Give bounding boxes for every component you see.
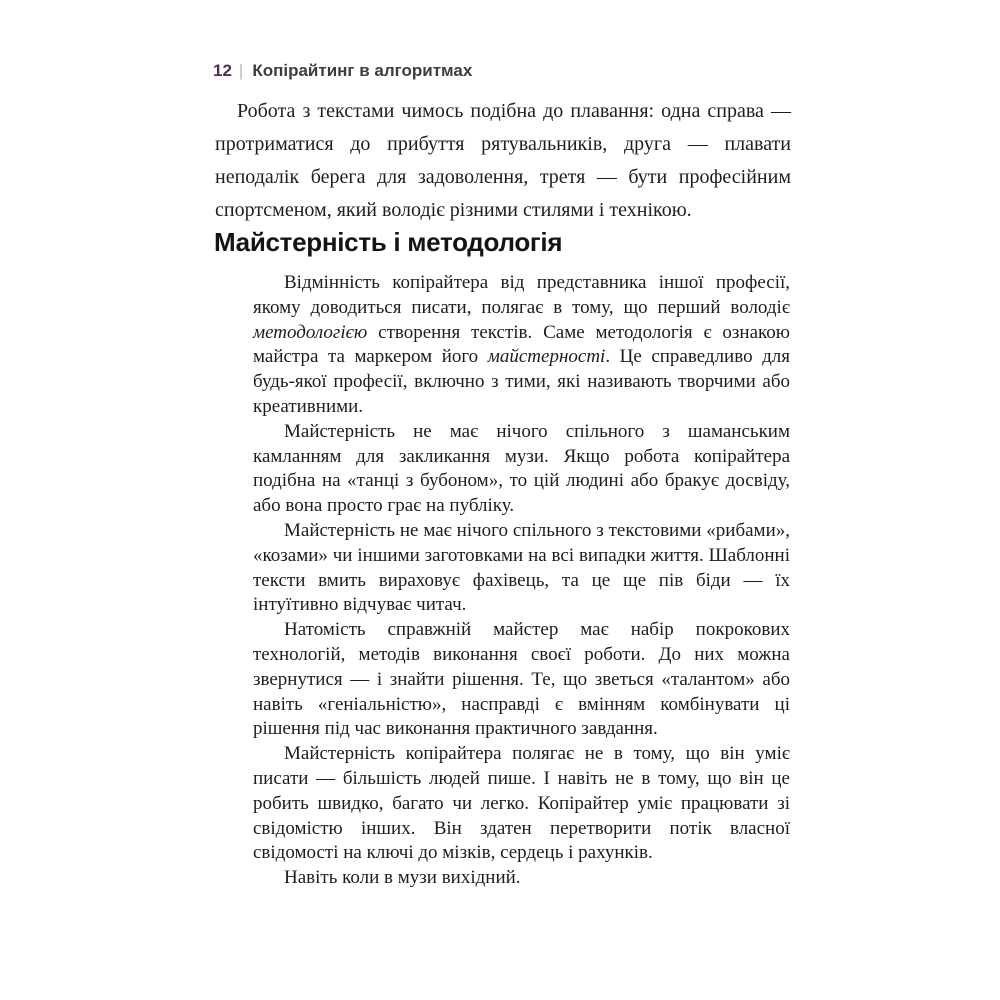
section-body — [253, 271, 790, 891]
paragraph: Натомість справжній майстер має набір покрокових технологій, методів виконання своєї роботи. До них можна звернутися — і знайти рішення. Те, що зветься «талантом» або навіть «геніальністю», насправді є вмінням комбінувати ці рішення під час виконання практичного завдання. — [253, 619, 790, 740]
paragraph: Навіть коли в музи вихідний. — [284, 867, 521, 889]
paragraph-segment: створення текстів. Саме методологія є ознакою майстра та маркером його — [253, 321, 790, 368]
italic-term: майстерності — [487, 346, 606, 368]
paragraph: Майстерність не має нічого спільного з шаманським камланням для закликання музи. Якщо робота копірайтера подібна на «танці з бубоном», то цій людині або бракує досвіду, або вона просто грає на публіку. — [253, 420, 790, 517]
section-heading: Майстерність і методологія — [214, 227, 563, 257]
paragraph-segment: Відмінність копірайтера від представника іншої професії, якому доводиться писати, полягає в тому, що перший володіє — [253, 272, 790, 318]
header-separator: | — [238, 61, 244, 80]
paragraph: Майстерність не має нічого спільного з текстовими «рибами», «козами» чи іншими заготовками на всі випадки життя. Шаблонні тексти вмить вираховує фахівець, та це ще пів біди — їх інтуїтивно відчуває читач. — [253, 519, 790, 616]
intro-paragraph: Робота з текстами чимось подібна до плавання: одна справа — протриматися до прибуття рятувальників, друга — плавати неподалік берега для задоволення, третя — бути професійним спортсменом, який володіє різними стилями і технікою. — [215, 100, 791, 221]
book-title: Копірайтинг в алгоритмах — [252, 61, 473, 80]
paragraph: Майстерність копірайтера полягає не в тому, що він уміє писати — більшість людей пише. І навіть не в тому, що він це робить швидко, багато чи легко. Копірайтер уміє працювати зі свідомістю інших. Він здатен перетворити потік власної свідомості на ключі до мізків, сердець і рахунків. — [253, 743, 790, 864]
page-number: 12 — [213, 61, 232, 80]
paragraph — [253, 271, 790, 420]
page-header — [213, 61, 472, 81]
italic-term: методологією — [253, 321, 368, 343]
paragraph-segment: . Це справедливо для будь-якої професії, включно з тими, які називають творчими або креативними. — [253, 346, 791, 417]
